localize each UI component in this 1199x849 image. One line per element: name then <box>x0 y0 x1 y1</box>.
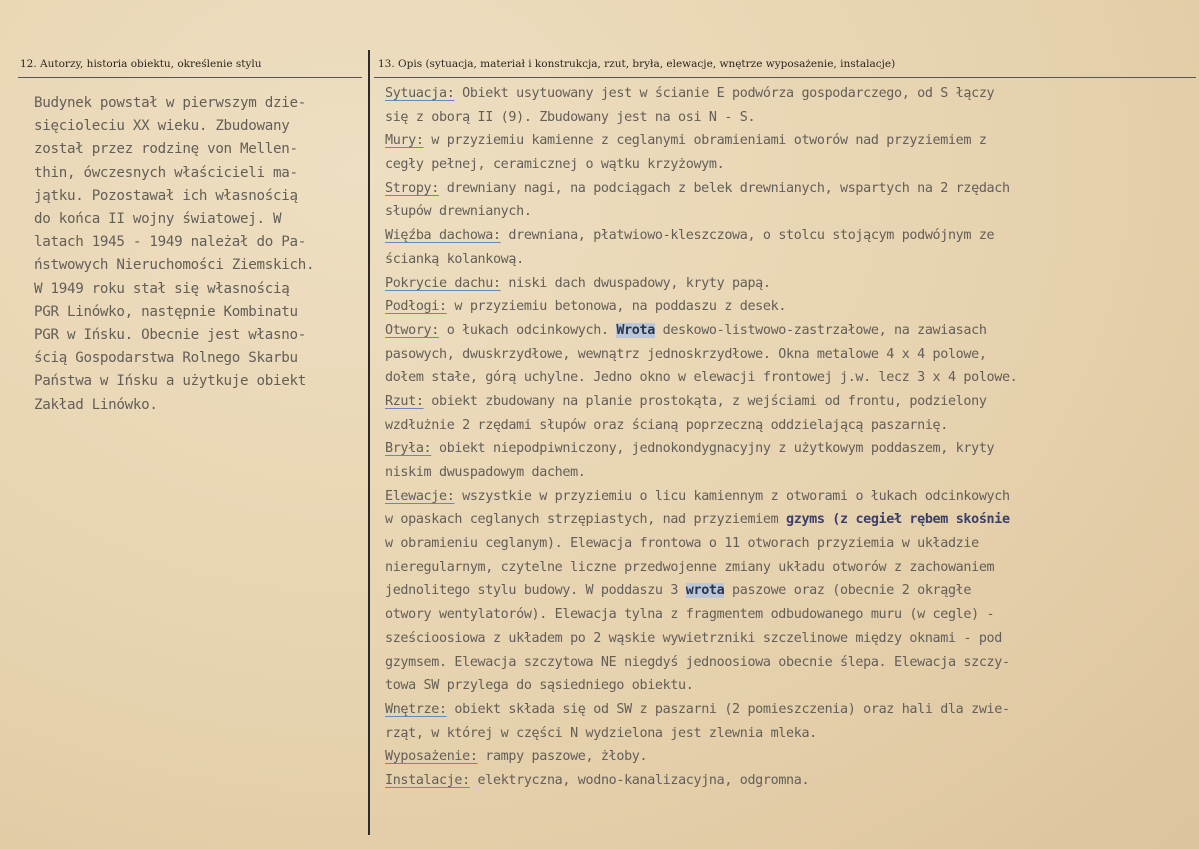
description-line <box>385 651 1017 675</box>
line-text: towa SW przylega do sąsiedniego obiektu. <box>385 678 694 694</box>
line-text: jednolitego stylu budowy. W poddaszu 3 <box>385 583 686 599</box>
description-line <box>385 82 1017 106</box>
description-line <box>385 532 1017 556</box>
overtyped-text: gzyms (z cegieł rębem skośnie <box>786 512 1010 528</box>
description-line <box>385 319 1017 343</box>
line-text: niskim dwuspadowym dachem. <box>385 465 586 480</box>
overtyped-word: Wrota <box>616 322 655 338</box>
description-line <box>385 722 1017 746</box>
description-line <box>385 343 1017 367</box>
line-text: rząt, w której w części N wydzielona jest zlewnia mleka. <box>385 725 817 741</box>
description-line <box>385 556 1017 580</box>
section-label: Pokrycie dachu: <box>385 275 501 291</box>
description-line <box>385 414 1017 438</box>
header-rule-left <box>18 77 362 78</box>
line-text: cegły pełnej, ceramicznej o wątku krzyżowym. <box>385 157 725 173</box>
line-text: w opaskach ceglanych strzępiastych, nad przyziemiem <box>385 512 787 528</box>
overtyped-word: wrota <box>685 583 725 599</box>
line-text: drewniany nagi, na podciągach z belek drewnianych, wspartych na 2 rzędach <box>438 180 1010 196</box>
section-label: Wyposażenie: <box>385 749 478 765</box>
section-label: Więźba dachowa: <box>385 228 501 244</box>
section-label: Elewacje: <box>385 488 455 504</box>
line-text: pasowych, dwuskrzydłowe, wewnątrz jednoskrzydłowe. Okna metalowe 4 x 4 polowe, <box>385 346 987 362</box>
description-line <box>385 272 1017 296</box>
line-text: obiekt składa się od SW z paszarni (2 pomieszczenia) oraz hali dla zwie- <box>446 701 1010 717</box>
description-line <box>385 437 1017 461</box>
line-text: w przyziemiu betonowa, na poddaszu z desek. <box>446 299 787 315</box>
line-text: ścianką kolankową. <box>385 251 524 267</box>
line-text: dołem stałe, górą uchylne. Jedno okno w elewacji frontowej j.w. lecz 3 x 4 polowe. <box>385 370 1018 386</box>
line-text: deskowo-listwowo-zastrzałowe, na zawiasach <box>654 322 987 338</box>
description-line <box>385 627 1017 651</box>
description-line <box>385 390 1017 414</box>
history-text: Budynek powstał w pierwszym dzie- sięcioleciu XX wieku. Zbudowany został przez rodzinę von Mellen- thin, ówczesnych właścicieli ma- jątku. Pozostawał ich własnością do końca II wojny światowej. W latach 1945 - 1949 należał do Pa- ństwowych Nieruchomości Ziemskich. W 1949 roku stał się własnością PGR Linówko, następnie Kombinatu PGR w Ińsku. Obecnie jest własno- ścią Gospodarstwa Rolnego Skarbu Państwa w Ińsku a użytkuje obiekt Zakład Linówko. <box>34 95 315 413</box>
line-text: paszowe oraz (obecnie 2 okrągłe <box>724 583 972 599</box>
section-label: Stropy: <box>385 180 439 196</box>
description-line <box>385 674 1017 698</box>
line-text: w przyziemiu kamienne z ceglanymi obramieniami otworów nad przyziemiem z <box>423 133 987 149</box>
description-line <box>385 508 1017 532</box>
line-text: sześcioosiowa z układem po 2 wąskie wywietrzniki szczelinowe między oknami - pod <box>385 630 1002 646</box>
description-line <box>385 698 1017 722</box>
description-line <box>385 153 1017 177</box>
line-text: rampy paszowe, żłoby. <box>477 749 648 765</box>
line-text: niski dach dwuspadowy, kryty papą. <box>500 275 771 291</box>
line-text: drewniana, płatwiowo-kleszczowa, o stolcu stojącym podwójnym ze <box>500 228 995 244</box>
header-rule-right <box>374 77 1196 78</box>
line-text: się z oborą II (9). Zbudowany jest na osi N - S. <box>385 109 756 125</box>
description-line <box>385 769 1017 793</box>
description-line <box>385 295 1017 319</box>
description-text <box>385 82 1017 793</box>
description-line <box>385 603 1017 627</box>
line-text: w obramieniu ceglanym). Elewacja frontowa o 11 otworach przyziemia w układzie <box>385 536 979 552</box>
section-12-header: 12. Autorzy, historia obiektu, określenie stylu <box>20 58 262 70</box>
description-line <box>385 200 1017 224</box>
line-text: o łukach odcinkowych. <box>438 322 617 338</box>
line-text: Obiekt usytuowany jest w ścianie E podwórza gospodarczego, od S łączy <box>454 86 995 101</box>
line-text: elektryczna, wodno-kanalizacyjna, odgromna. <box>469 772 810 788</box>
line-text: gzymsem. Elewacja szczytowa NE niegdyś jednoosiowa obecnie ślepa. Elewacja szczy- <box>385 654 1010 670</box>
description-line <box>385 248 1017 272</box>
line-text: obiekt zbudowany na planie prostokąta, z wejściami od frontu, podzielony <box>423 393 987 409</box>
description-line <box>385 129 1017 153</box>
section-13-header: 13. Opis (sytuacja, materiał i konstrukcja, rzut, bryła, elewacje, wnętrze wyposażenie, instalacje) <box>378 58 896 70</box>
line-text: nieregularnym, czytelne liczne przedwojenne zmiany układu otworów z zachowaniem <box>385 559 995 575</box>
description-line <box>385 177 1017 201</box>
section-label: Mury: <box>385 133 424 149</box>
column-divider <box>368 50 370 835</box>
description-line <box>385 224 1017 248</box>
line-text: obiekt niepodpiwniczony, jednokondygnacyjny z użytkowym poddaszem, kryty <box>431 441 995 457</box>
description-line <box>385 579 1017 603</box>
section-label: Instalacje: <box>385 772 470 788</box>
line-text: wszystkie w przyziemiu o licu kamiennym z otworami o łukach odcinkowych <box>454 488 1010 504</box>
line-text: słupów drewnianych. <box>385 204 532 220</box>
description-line <box>385 745 1017 769</box>
description-line <box>385 461 1017 485</box>
description-line <box>385 106 1017 130</box>
section-label: Podłogi: <box>385 299 447 315</box>
line-text: wzdłużnie 2 rzędami słupów oraz ścianą poprzeczną oddzielającą paszarnię. <box>385 417 948 433</box>
section-label: Wnętrze: <box>385 701 447 717</box>
description-line <box>385 485 1017 509</box>
section-label: Bryła: <box>385 441 432 457</box>
line-text: otwory wentylatorów). Elewacja tylna z fragmentem odbudowanego muru (w cegle) - <box>385 607 995 623</box>
description-line <box>385 366 1017 390</box>
section-label: Otwory: <box>385 322 439 338</box>
section-label: Sytuacja: <box>385 86 455 101</box>
section-label: Rzut: <box>385 393 424 409</box>
